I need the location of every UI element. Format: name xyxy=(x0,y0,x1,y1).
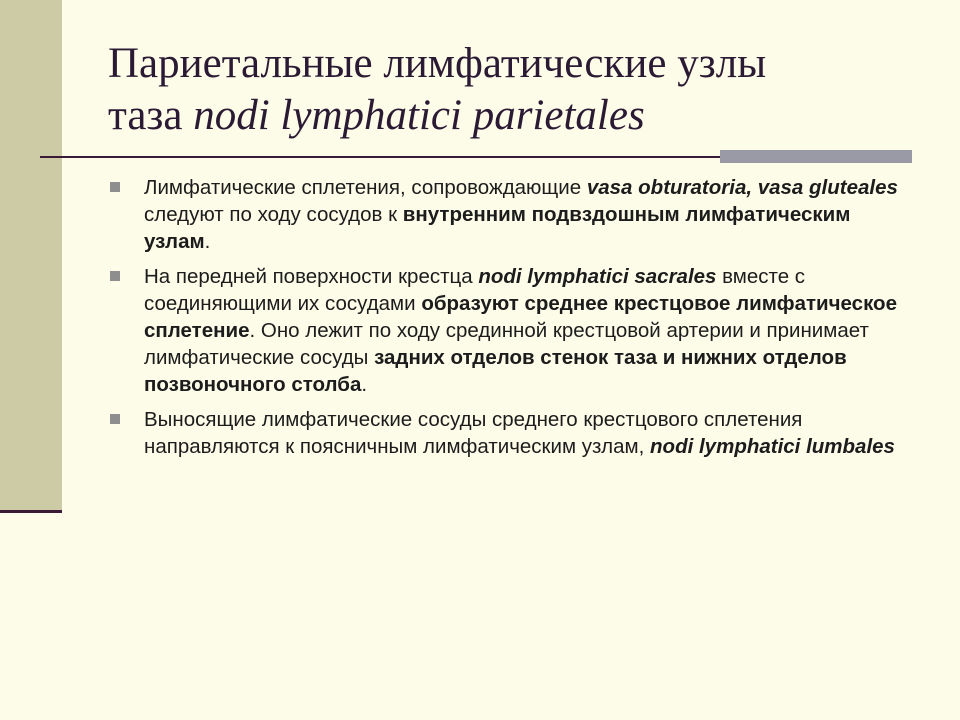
square-bullet-icon xyxy=(110,182,120,192)
left-band-underline xyxy=(0,510,62,513)
left-decor-band xyxy=(0,0,62,512)
bullet-2-emphasis-regions: задних отделов стенок таза и нижних отделов позвоночного столба xyxy=(144,346,847,396)
bullet-1-text-cont: следуют по ходу сосудов к xyxy=(144,203,403,226)
slide-title xyxy=(108,38,928,142)
square-bullet-icon xyxy=(110,271,120,281)
title-line-2-russian: таза xyxy=(108,92,194,139)
bullet-list xyxy=(108,174,898,468)
bullet-3-text: Выносящие лимфатические сосуды среднего крестцового сплетения направляются к поясничным лимфатическим узлам, xyxy=(144,408,803,458)
bullet-2-text-cont: вместе с соединяющими их сосудами xyxy=(144,265,806,315)
title-line-1: Париетальные лимфатические узлы xyxy=(108,40,767,87)
bullet-2-latin-sacrales: nodi lymphatici sacrales xyxy=(478,265,717,288)
bullet-2-text-cont-2: . Оно лежит по ходу срединной крестцовой артерии и принимает лимфатические сосуды xyxy=(144,319,869,369)
bullet-3-latin-lumbales: nodi lymphatici lumbales xyxy=(650,435,895,458)
title-line-2-latin: nodi lymphatici parietales xyxy=(193,92,645,139)
bullet-2-text: На передней поверхности крестца xyxy=(144,265,479,288)
bullet-2-emphasis-plexus: образуют среднее крестцовое лимфатическое сплетение xyxy=(144,292,897,342)
bullet-1-latin-vessels: vasa obturatoria, vasa gluteales xyxy=(586,176,898,199)
bullet-1-end: . xyxy=(204,230,211,253)
bullet-item-3 xyxy=(108,406,898,460)
bullet-1-text: Лимфатические сплетения, сопровождающие xyxy=(144,176,587,199)
bullet-1-emphasis: внутренним подвздошным лимфатическим узлам xyxy=(144,203,851,253)
title-accent-bar xyxy=(720,150,912,163)
bullet-item-1 xyxy=(108,174,898,255)
bullet-item-2 xyxy=(108,263,898,398)
square-bullet-icon xyxy=(110,414,120,424)
bullet-2-end: . xyxy=(361,373,368,396)
